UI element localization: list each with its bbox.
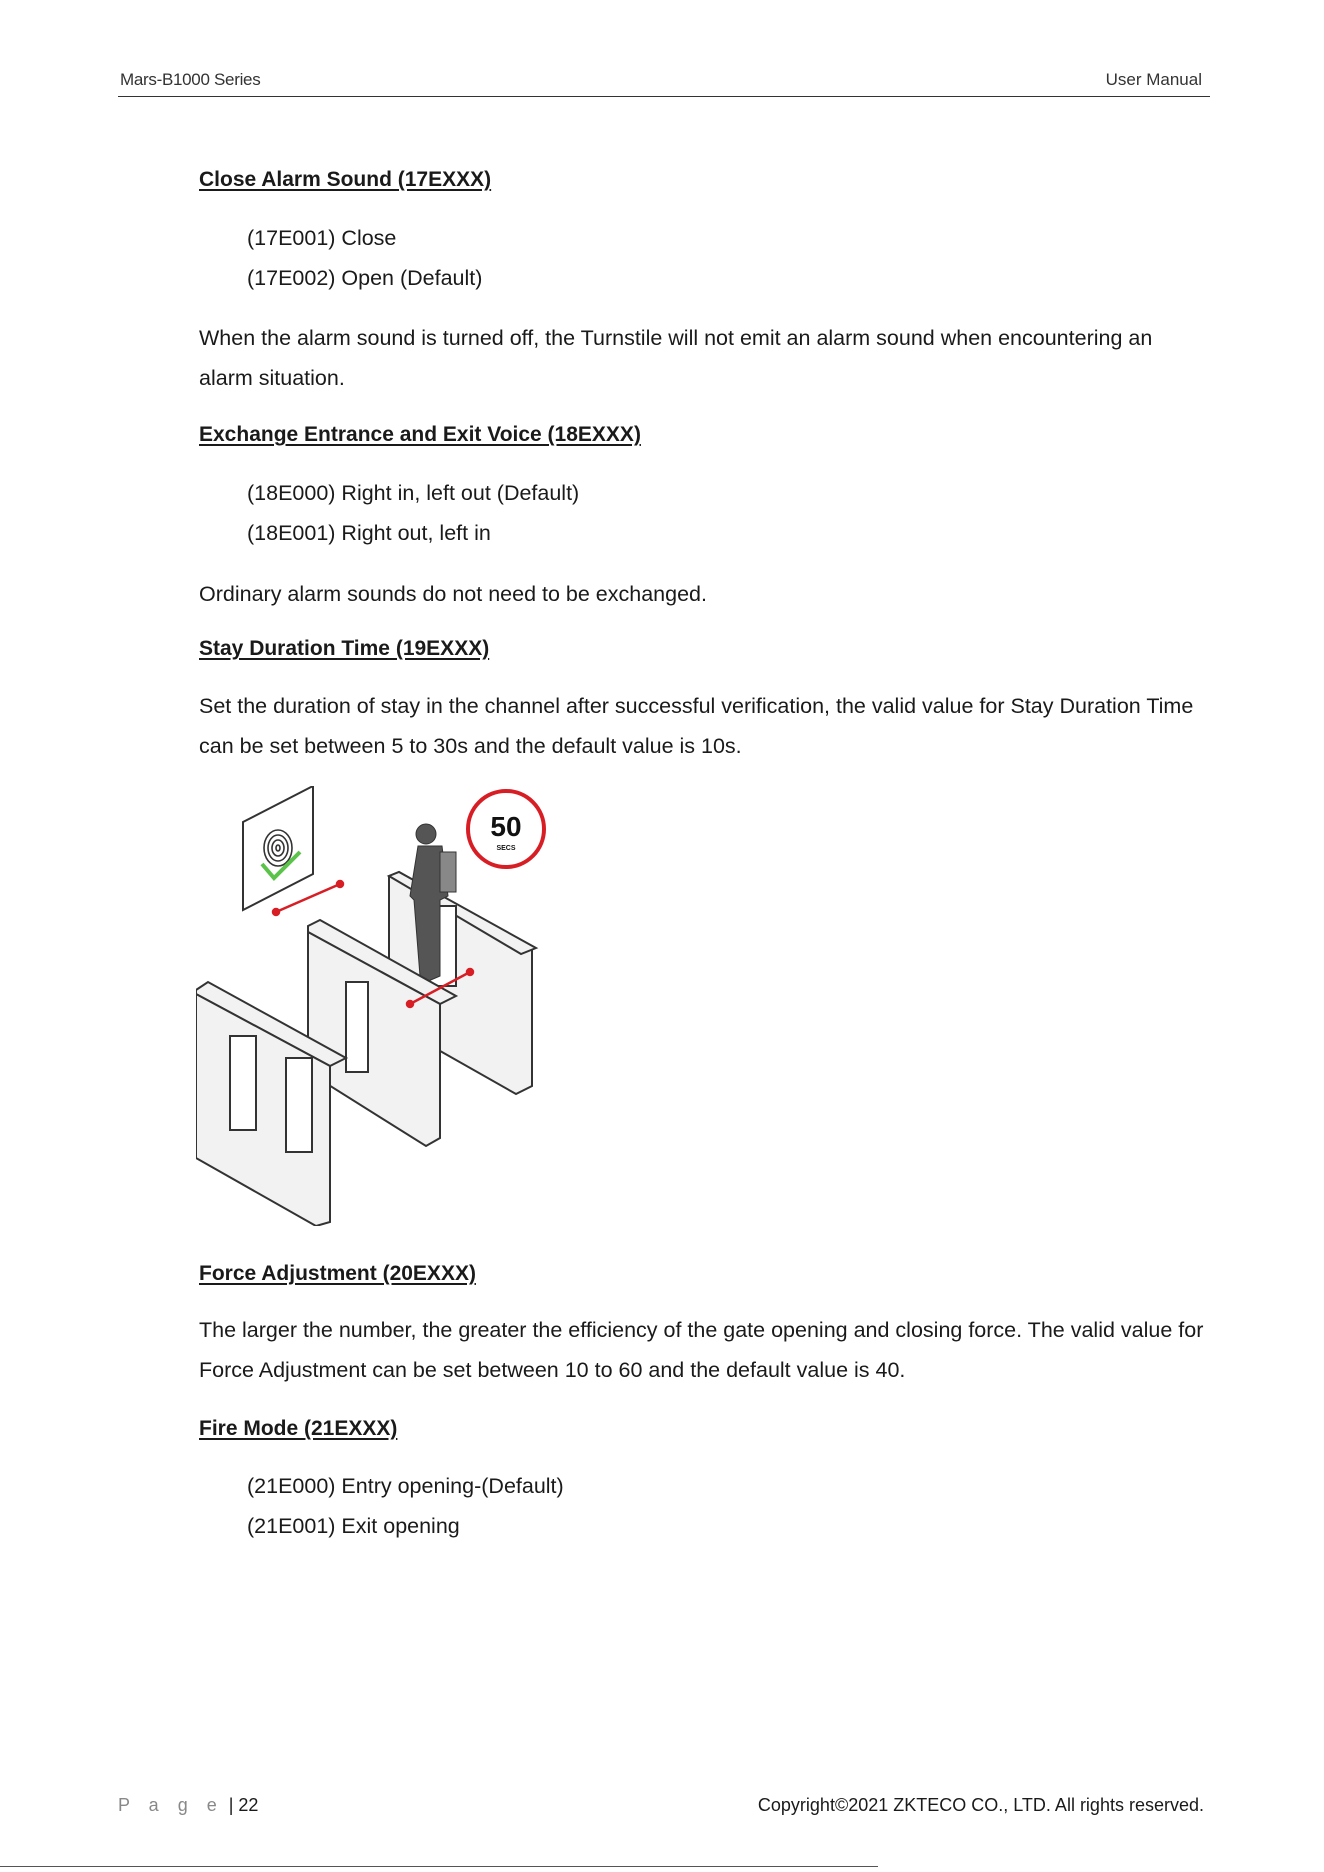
option-17e001: (17E001) Close — [247, 226, 397, 250]
page-number-value: | 22 — [228, 1795, 259, 1815]
copyright-notice: Copyright©2021 ZKTECO CO., LTD. All rights reserved. — [757, 1795, 1204, 1815]
option-18e000: (18E000) Right in, left out (Default) — [247, 481, 580, 505]
paragraph-alarm: When the alarm sound is turned off, the Turnstile will not emit an alarm sound when encountering an alarm situation. — [199, 326, 1153, 390]
paragraph-voice: Ordinary alarm sounds do not need to be exchanged. — [199, 582, 707, 606]
option-17e002: (17E002) Open (Default) — [247, 266, 483, 290]
heading-fire-mode: Fire Mode (21EXXX) — [199, 1417, 398, 1440]
heading-exchange-voice: Exchange Entrance and Exit Voice (18EXXX) — [199, 423, 641, 446]
option-21e000: (21E000) Entry opening-(Default) — [247, 1474, 564, 1498]
paragraph-stay: Set the duration of stay in the channel after successful verification, the valid value for Stay Duration Time can be set between 5 to 30s and the default value is 10s. — [199, 694, 1194, 758]
page-label: P a g e — [118, 1795, 224, 1815]
bottom-divider — [0, 1866, 878, 1867]
page-header — [118, 68, 1210, 97]
option-21e001: (21E001) Exit opening — [247, 1514, 460, 1538]
timer-unit: SECS — [496, 845, 516, 852]
header-series-title: Mars-B1000 Series — [120, 70, 261, 89]
heading-force-adjustment: Force Adjustment (20EXXX) — [199, 1262, 476, 1285]
heading-stay-duration: Stay Duration Time (19EXXX) — [199, 637, 490, 660]
fingerprint-panel — [243, 786, 313, 910]
header-doc-title: User Manual — [1105, 70, 1202, 89]
heading-close-alarm-sound: Close Alarm Sound (17EXXX) — [199, 168, 492, 191]
option-18e001: (18E001) Right out, left in — [247, 521, 491, 545]
timer-value: 50 — [490, 811, 522, 842]
paragraph-force: The larger the number, the greater the efficiency of the gate opening and closing force. The valid value for Force Adjustment can be set between 10 to 60 and the default value is 40. — [199, 1318, 1204, 1382]
turnstile-illustration — [196, 786, 576, 1226]
timer-badge — [468, 791, 544, 867]
page-number — [118, 1795, 258, 1816]
